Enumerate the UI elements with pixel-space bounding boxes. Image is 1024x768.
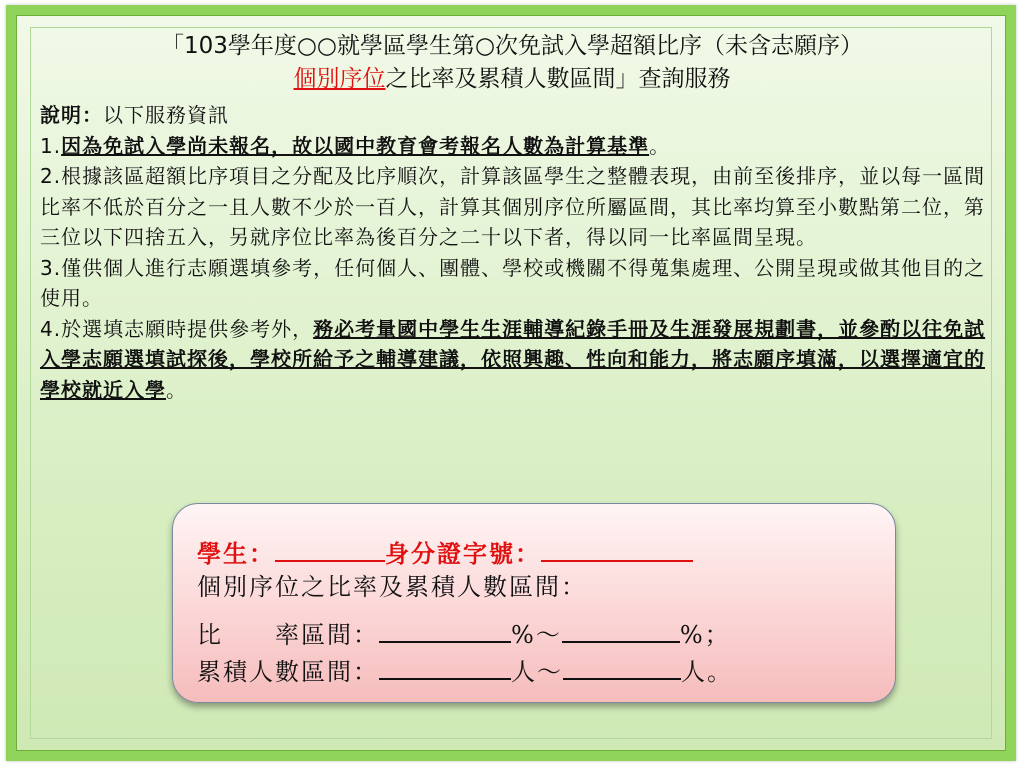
- result-card: [172, 503, 896, 703]
- tilde-2: ～: [537, 658, 563, 686]
- cumulative-line: [197, 652, 733, 689]
- ratio-semicolon: ；: [704, 621, 731, 649]
- page-title: [20, 30, 1004, 96]
- instruction-item-1: [40, 131, 990, 162]
- instruction-item-3: [40, 253, 990, 314]
- cumulative-period: 。: [707, 658, 733, 686]
- item-end: 。: [649, 133, 671, 158]
- student-id-line: [197, 534, 693, 571]
- item-number: 1.: [40, 133, 62, 158]
- ratio-line: [197, 615, 731, 652]
- intro-text: 以下服務資訊: [103, 103, 229, 127]
- item-text: 根據該區超額比序項目之分配及比序順次，計算該區學生之整體表現，由前至後排序，並以每一區間比率不低於百分之一且人數不少於一百人，計算其個別序位所屬區間，其比率均算至小數點第二位，第三位以下四捨五入，另就序位比率為後百分之二十以下者，得以同一比率區間呈現。: [40, 164, 986, 249]
- intro-line: [40, 100, 990, 131]
- percent-sign-2: %: [679, 621, 705, 649]
- title-highlight: 個別序位: [293, 66, 386, 92]
- tilde-1: ～: [535, 621, 562, 649]
- item-end: 。: [166, 377, 187, 402]
- item-text: 僅供個人進行志願選填參考，任何個人、團體、學校或機關不得蒐集處理、公開呈現或做其他目的之使用。: [40, 255, 986, 310]
- instruction-item-2: [40, 161, 990, 253]
- cumulative-label: 累積人數區間：: [197, 658, 379, 686]
- person-unit-1: 人: [511, 658, 537, 686]
- item-number: 4.: [40, 316, 62, 341]
- ratio-label: 比 率區間：: [197, 621, 379, 649]
- instruction-item-4: [40, 314, 990, 406]
- count-high-blank[interactable]: [563, 652, 681, 680]
- title-line-2: [20, 63, 1004, 96]
- ratio-high-blank[interactable]: [562, 615, 680, 643]
- person-unit-2: 人: [681, 658, 707, 686]
- student-name-blank[interactable]: [275, 534, 385, 562]
- title-line-2-rest: 之比率及累積人數區間」查詢服務: [385, 66, 731, 92]
- item-prefix: 於選填志願時提供參考外，: [61, 316, 314, 341]
- intro-label: 說明: [40, 103, 82, 127]
- student-label: 學生：: [197, 539, 275, 568]
- instructions: [40, 100, 990, 405]
- count-low-blank[interactable]: [379, 652, 511, 680]
- percent-sign-1: %: [511, 621, 536, 649]
- intro-colon: ：: [82, 103, 103, 127]
- item-number: 3.: [40, 255, 62, 280]
- item-emphasis: 因為免試入學尚未報名，故以國中教育會考報名人數為計算基準: [61, 133, 650, 158]
- id-number-blank[interactable]: [541, 534, 693, 562]
- item-number: 2.: [40, 164, 62, 188]
- interval-heading: 個別序位之比率及累積人數區間：: [197, 573, 587, 601]
- item-emphasis: 務必考量國中學生生涯輔導紀錄手冊及生涯發展規劃書，並參酌以往免試入學志願選填試探後，學校所給予之輔導建議，依照興趣、性向和能力，將志願序填滿，以選擇適宜的學校就近入學: [40, 316, 986, 402]
- title-line-1: 「103學年度○○就學區學生第○次免試入學超額比序（未含志願序）: [160, 33, 864, 59]
- id-label: 身分證字號：: [385, 539, 541, 568]
- ratio-low-blank[interactable]: [379, 615, 511, 643]
